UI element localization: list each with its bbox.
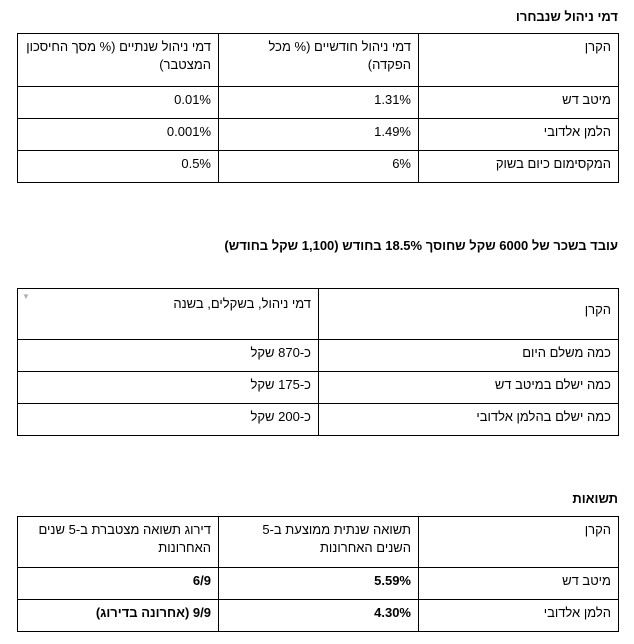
- header-fund: הקרן: [319, 289, 619, 340]
- monthly-fee-text: 1.31%: [374, 92, 411, 107]
- annual-cost-value: כ-200 שקל: [18, 404, 319, 436]
- annual-fee-text: 0.001%: [166, 124, 211, 139]
- table-row: [18, 568, 619, 600]
- monthly-fee-text: 1.49%: [374, 124, 411, 139]
- annual-fee-value: [18, 119, 219, 151]
- return-rank-value: 9/9 (אחרונה בדירוג): [18, 600, 219, 632]
- management-fees-table: [17, 33, 619, 183]
- header-fund: הקרן: [419, 517, 619, 568]
- table-row: [18, 151, 619, 183]
- section2-title: עובד בשכר של 6000 שקל שחוסך 18.5% בחודש (1,100 שקל בחודש): [224, 238, 618, 253]
- header-annual-fee: דמי ניהול שנתיים (% מסך החיסכון המצטבר): [18, 34, 219, 87]
- header-avg-return: תשואה שנתית ממוצעת ב-5 השנים האחרונות: [219, 517, 419, 568]
- annual-cost-table: [17, 288, 619, 436]
- avg-return-value: [219, 568, 419, 600]
- monthly-fee-value: [219, 151, 419, 183]
- section3-title: תשואות: [572, 491, 618, 506]
- avg-return-text: 5.59%: [374, 573, 411, 588]
- fund-name: מיטב דש: [419, 568, 619, 600]
- annual-fee-value: [18, 151, 219, 183]
- scenario-label: כמה ישלם במיטב דש: [319, 372, 619, 404]
- header-fund: הקרן: [419, 34, 619, 87]
- monthly-fee-value: [219, 87, 419, 119]
- annual-fee-text: 0.01%: [174, 92, 211, 107]
- annual-fee-text: 0.5%: [181, 156, 211, 171]
- fund-name: המקסימום כיום בשוק: [419, 151, 619, 183]
- annual-fee-value: [18, 87, 219, 119]
- avg-return-text: 4.30%: [374, 605, 411, 620]
- table-row: [18, 119, 619, 151]
- returns-table: [17, 516, 619, 632]
- header-annual-cost: דמי ניהול, בשקלים, בשנה: [18, 289, 319, 340]
- header-monthly-fee: דמי ניהול חודשיים (% מכל הפקדה): [219, 34, 419, 87]
- fund-name: הלמן אלדובי: [419, 119, 619, 151]
- monthly-fee-value: [219, 119, 419, 151]
- annual-cost-value: כ-870 שקל: [18, 340, 319, 372]
- table-header-row: [18, 34, 619, 87]
- table-row: [18, 372, 619, 404]
- monthly-fee-text: 6%: [392, 156, 411, 171]
- annual-cost-value: כ-175 שקל: [18, 372, 319, 404]
- table-row: [18, 404, 619, 436]
- fund-name: הלמן אלדובי: [419, 600, 619, 632]
- header-return-rank: דירוג תשואה מצטברת ב-5 שנים האחרונות: [18, 517, 219, 568]
- fund-name: מיטב דש: [419, 87, 619, 119]
- scenario-label: כמה ישלם בהלמן אלדובי: [319, 404, 619, 436]
- avg-return-value: [219, 600, 419, 632]
- table-row: [18, 340, 619, 372]
- table-header-row: [18, 517, 619, 568]
- return-rank-value: 6/9: [18, 568, 219, 600]
- scenario-label: כמה משלם היום: [319, 340, 619, 372]
- table-row: [18, 600, 619, 632]
- section1-title: דמי ניהול שנבחרו: [515, 9, 618, 24]
- table-row: [18, 87, 619, 119]
- dropdown-arrow-icon[interactable]: ▼: [22, 292, 30, 301]
- table-header-row: [18, 289, 619, 340]
